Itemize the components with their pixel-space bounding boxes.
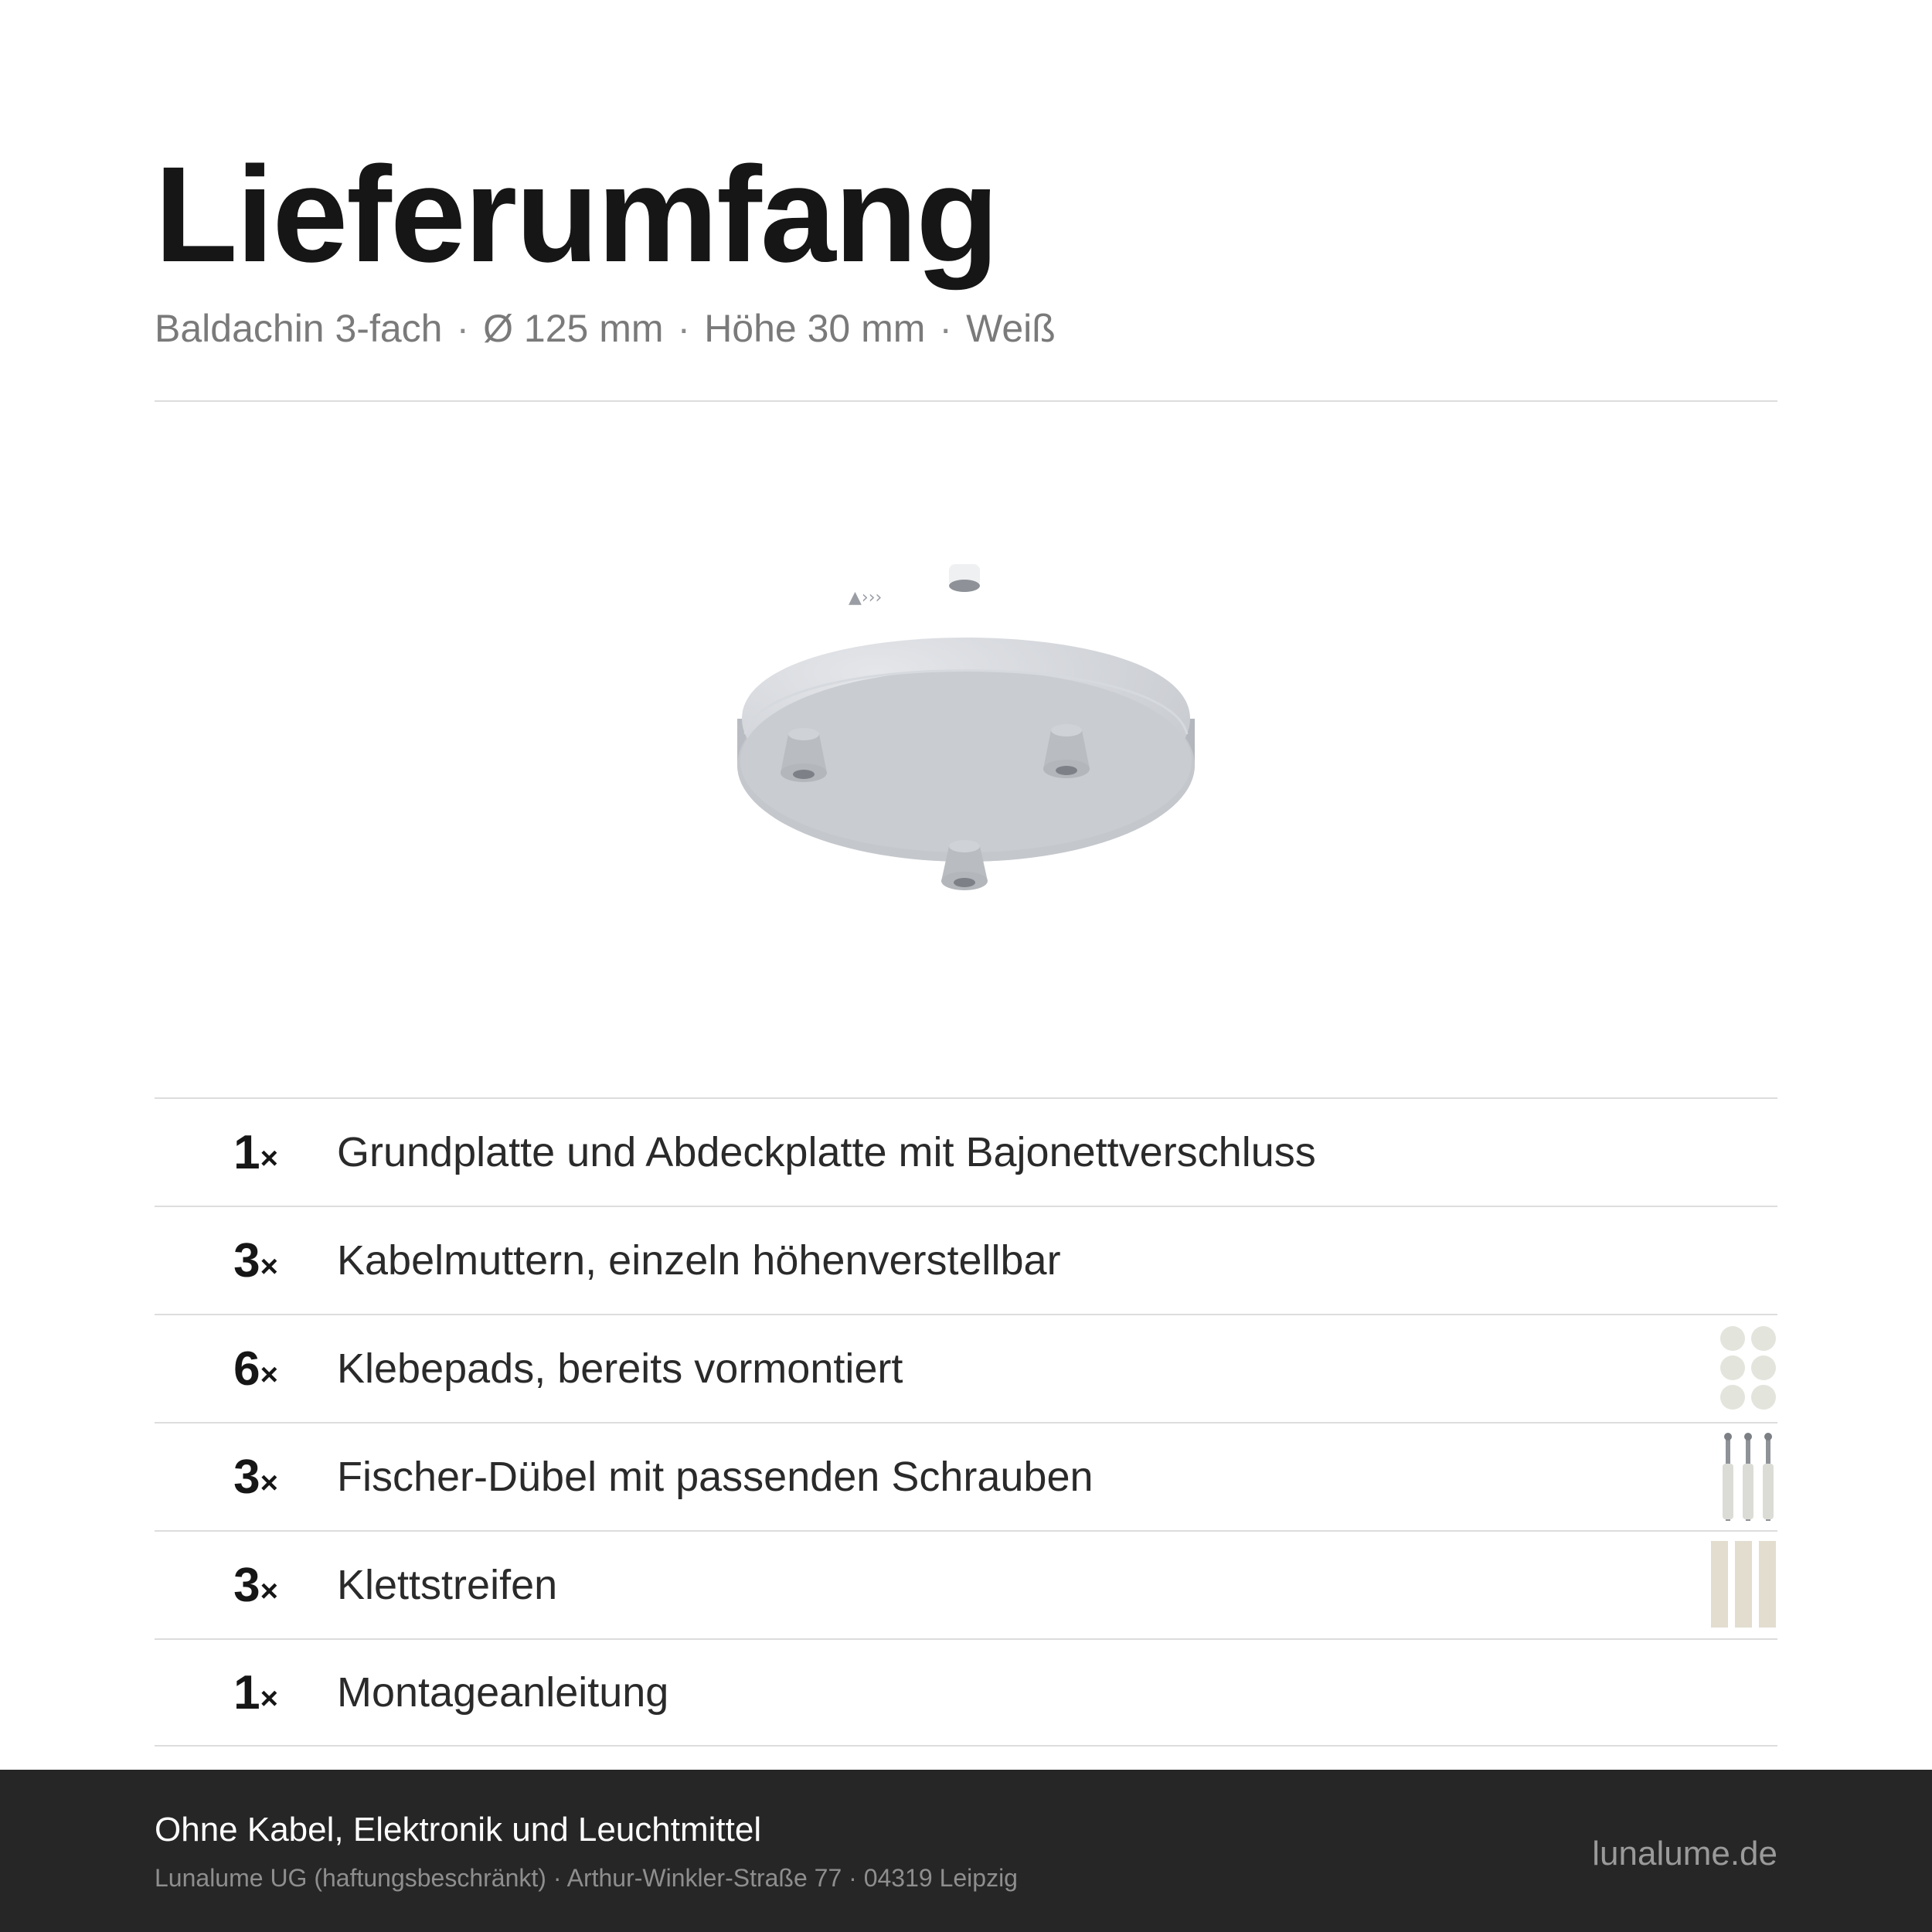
- multiply-sign: ×: [260, 1465, 278, 1500]
- ceiling-canopy-3-outlet-icon: [719, 541, 1213, 912]
- product-specs: [155, 309, 1056, 348]
- multiply-sign: ×: [260, 1357, 278, 1392]
- spec-separator: ·: [939, 307, 953, 350]
- multiply-sign: ×: [260, 1141, 278, 1175]
- header-divider: [155, 400, 1777, 402]
- item-quantity: [155, 1665, 278, 1720]
- list-item: [155, 1638, 1777, 1747]
- quantity-number: 1: [233, 1665, 260, 1719]
- website-link[interactable]: lunalume.de: [1592, 1835, 1777, 1872]
- list-item: [155, 1314, 1777, 1422]
- item-quantity: [155, 1125, 278, 1180]
- spec-separator: ·: [677, 307, 691, 350]
- spec-diameter: Ø 125 mm: [483, 307, 664, 350]
- spec-model: Baldachin 3-fach: [155, 307, 443, 350]
- item-label: Fischer-Dübel mit passenden Schrauben: [337, 1454, 1094, 1500]
- velcro-strips-icon: [1709, 1541, 1777, 1628]
- multiply-sign: ×: [260, 1573, 278, 1608]
- quantity-number: 6: [233, 1342, 260, 1396]
- spec-height: Höhe 30 mm: [704, 307, 926, 350]
- footer: [0, 1770, 1932, 1932]
- svg-text:▲›››: ▲›››: [849, 588, 883, 607]
- quantity-number: 3: [233, 1558, 260, 1612]
- item-quantity: [155, 1450, 278, 1505]
- item-quantity: [155, 1558, 278, 1613]
- footer-title: Ohne Kabel, Elektronik und Leuchtmittel: [155, 1811, 762, 1849]
- item-quantity: [155, 1342, 278, 1396]
- company-address: Lunalume UG (haftungsbeschränkt) · Arthur-Winkler-Straße 77 · 04319 Leipzig: [155, 1864, 1018, 1892]
- list-item: [155, 1422, 1777, 1530]
- page-title: Lieferumfang: [155, 139, 998, 291]
- screw-anchors-icon: [1719, 1433, 1777, 1522]
- item-label: Klettstreifen: [337, 1562, 558, 1608]
- adhesive-pads-icon: [1719, 1325, 1777, 1411]
- quantity-number: 3: [233, 1450, 260, 1504]
- item-quantity: [155, 1233, 278, 1288]
- spec-color: Weiß: [966, 307, 1056, 350]
- item-label: Montageanleitung: [337, 1669, 669, 1716]
- multiply-sign: ×: [260, 1681, 278, 1716]
- list-item: [155, 1206, 1777, 1314]
- delivery-items-list: [155, 1097, 1777, 1747]
- list-item: [155, 1530, 1777, 1638]
- quantity-number: 3: [233, 1233, 260, 1287]
- item-label: Grundplatte und Abdeckplatte mit Bajonettverschluss: [337, 1129, 1316, 1175]
- multiply-sign: ×: [260, 1249, 278, 1284]
- item-label: Kabelmuttern, einzeln höhenverstellbar: [337, 1237, 1061, 1284]
- spec-separator: ·: [456, 307, 470, 350]
- list-item: [155, 1097, 1777, 1206]
- quantity-number: 1: [233, 1125, 260, 1179]
- item-label: Klebepads, bereits vormontiert: [337, 1345, 903, 1392]
